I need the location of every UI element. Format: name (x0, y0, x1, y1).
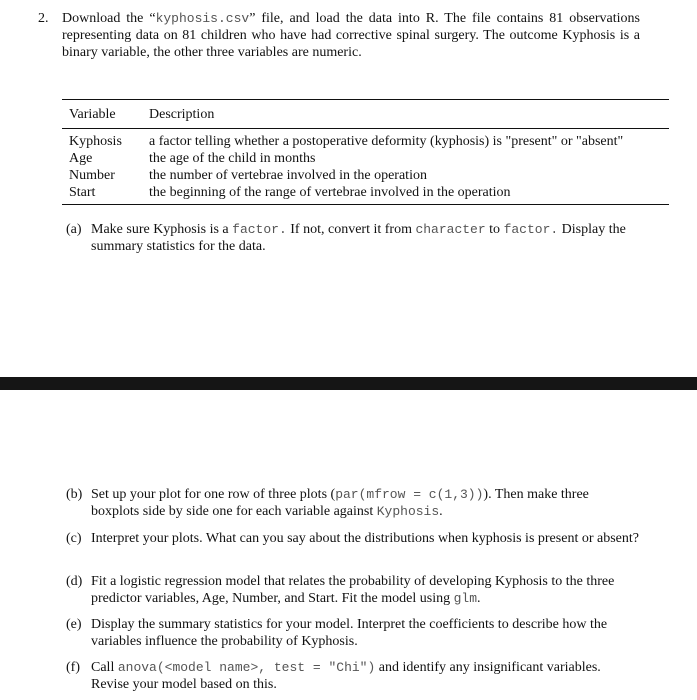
header-variable: Variable (69, 107, 116, 122)
question-text (62, 10, 640, 61)
part-b-label: (b) (66, 487, 83, 502)
filename-code: kyphosis.csv (155, 11, 250, 26)
part-d-label: (d) (66, 574, 83, 589)
part-d-text (91, 573, 639, 607)
text-run: Make sure Kyphosis is a (91, 222, 233, 237)
table-header-row (62, 100, 669, 128)
part-e-text: Display the summary statistics for your model. Interpret the coefficients to describe how the variables influence the probability of Kyphosis. (91, 617, 608, 649)
row-description: the number of vertebrae involved in the operation (149, 168, 427, 183)
code-character: character (415, 222, 486, 237)
text-run: Display the summary statistics for the data. (91, 222, 626, 254)
part-a-label: (a) (66, 222, 82, 237)
part-e-label: (e) (66, 617, 82, 632)
code-kyphosis: Kyphosis (376, 504, 440, 519)
code-factor: factor. (503, 222, 559, 237)
table-row (62, 184, 669, 204)
part-f-text (91, 659, 639, 693)
variable-table (62, 99, 669, 205)
part-a-text (91, 221, 639, 255)
text-run: . (477, 591, 481, 606)
code-factor: factor. (232, 222, 287, 237)
row-variable: Number (69, 168, 115, 183)
code-anova: anova(<model name>, test = "Chi") (117, 660, 376, 675)
text-run: ). Then make three boxplots side by side one for each variable against (91, 487, 589, 519)
text-run: If not, convert it from (286, 222, 416, 237)
row-variable: Start (69, 185, 96, 200)
text-run: Set up your plot for one row of three plots ( (91, 487, 336, 502)
row-description: the age of the child in months (149, 151, 316, 166)
page-divider-bar (0, 377, 697, 390)
table-row (62, 129, 669, 150)
question-text-part: ” file, and load the data into R. The file contains 81 observations representing data on 81 children who have had corrective spinal surgery. The outcome Kyphosis is a binary variable, the other three variables are numeric. (62, 11, 640, 60)
text-run: and identify any insignificant variables. Revise your model based on this. (91, 660, 601, 692)
text-run: Call (91, 660, 118, 675)
text-run: . (439, 504, 443, 519)
part-c-text: Interpret your plots. What can you say about the distributions when kyphosis is present or absent? (91, 531, 639, 546)
row-variable: Kyphosis (69, 134, 122, 149)
code-glm: glm (453, 591, 477, 606)
header-description: Description (149, 107, 215, 122)
table-row (62, 167, 669, 184)
part-f-label: (f) (66, 660, 80, 675)
text-run: Fit a logistic regression model that relates the probability of developing Kyphosis to the three predictor variables, Age, Number, and Start. Fit the model using (91, 574, 615, 606)
row-variable: Age (69, 151, 93, 166)
row-description: a factor telling whether a postoperative deformity (kyphosis) is "present" or "absent" (149, 134, 624, 149)
code-par-mfrow: par(mfrow = c(1,3)) (335, 487, 484, 502)
text-run: to (485, 222, 504, 237)
question-number: 2. (38, 11, 49, 26)
table-bottom-rule (62, 204, 669, 205)
part-c-label: (c) (66, 531, 82, 546)
question-text-part: Download the “ (62, 11, 156, 26)
table-row (62, 150, 669, 167)
part-b-text (91, 486, 639, 520)
row-description: the beginning of the range of vertebrae involved in the operation (149, 185, 511, 200)
